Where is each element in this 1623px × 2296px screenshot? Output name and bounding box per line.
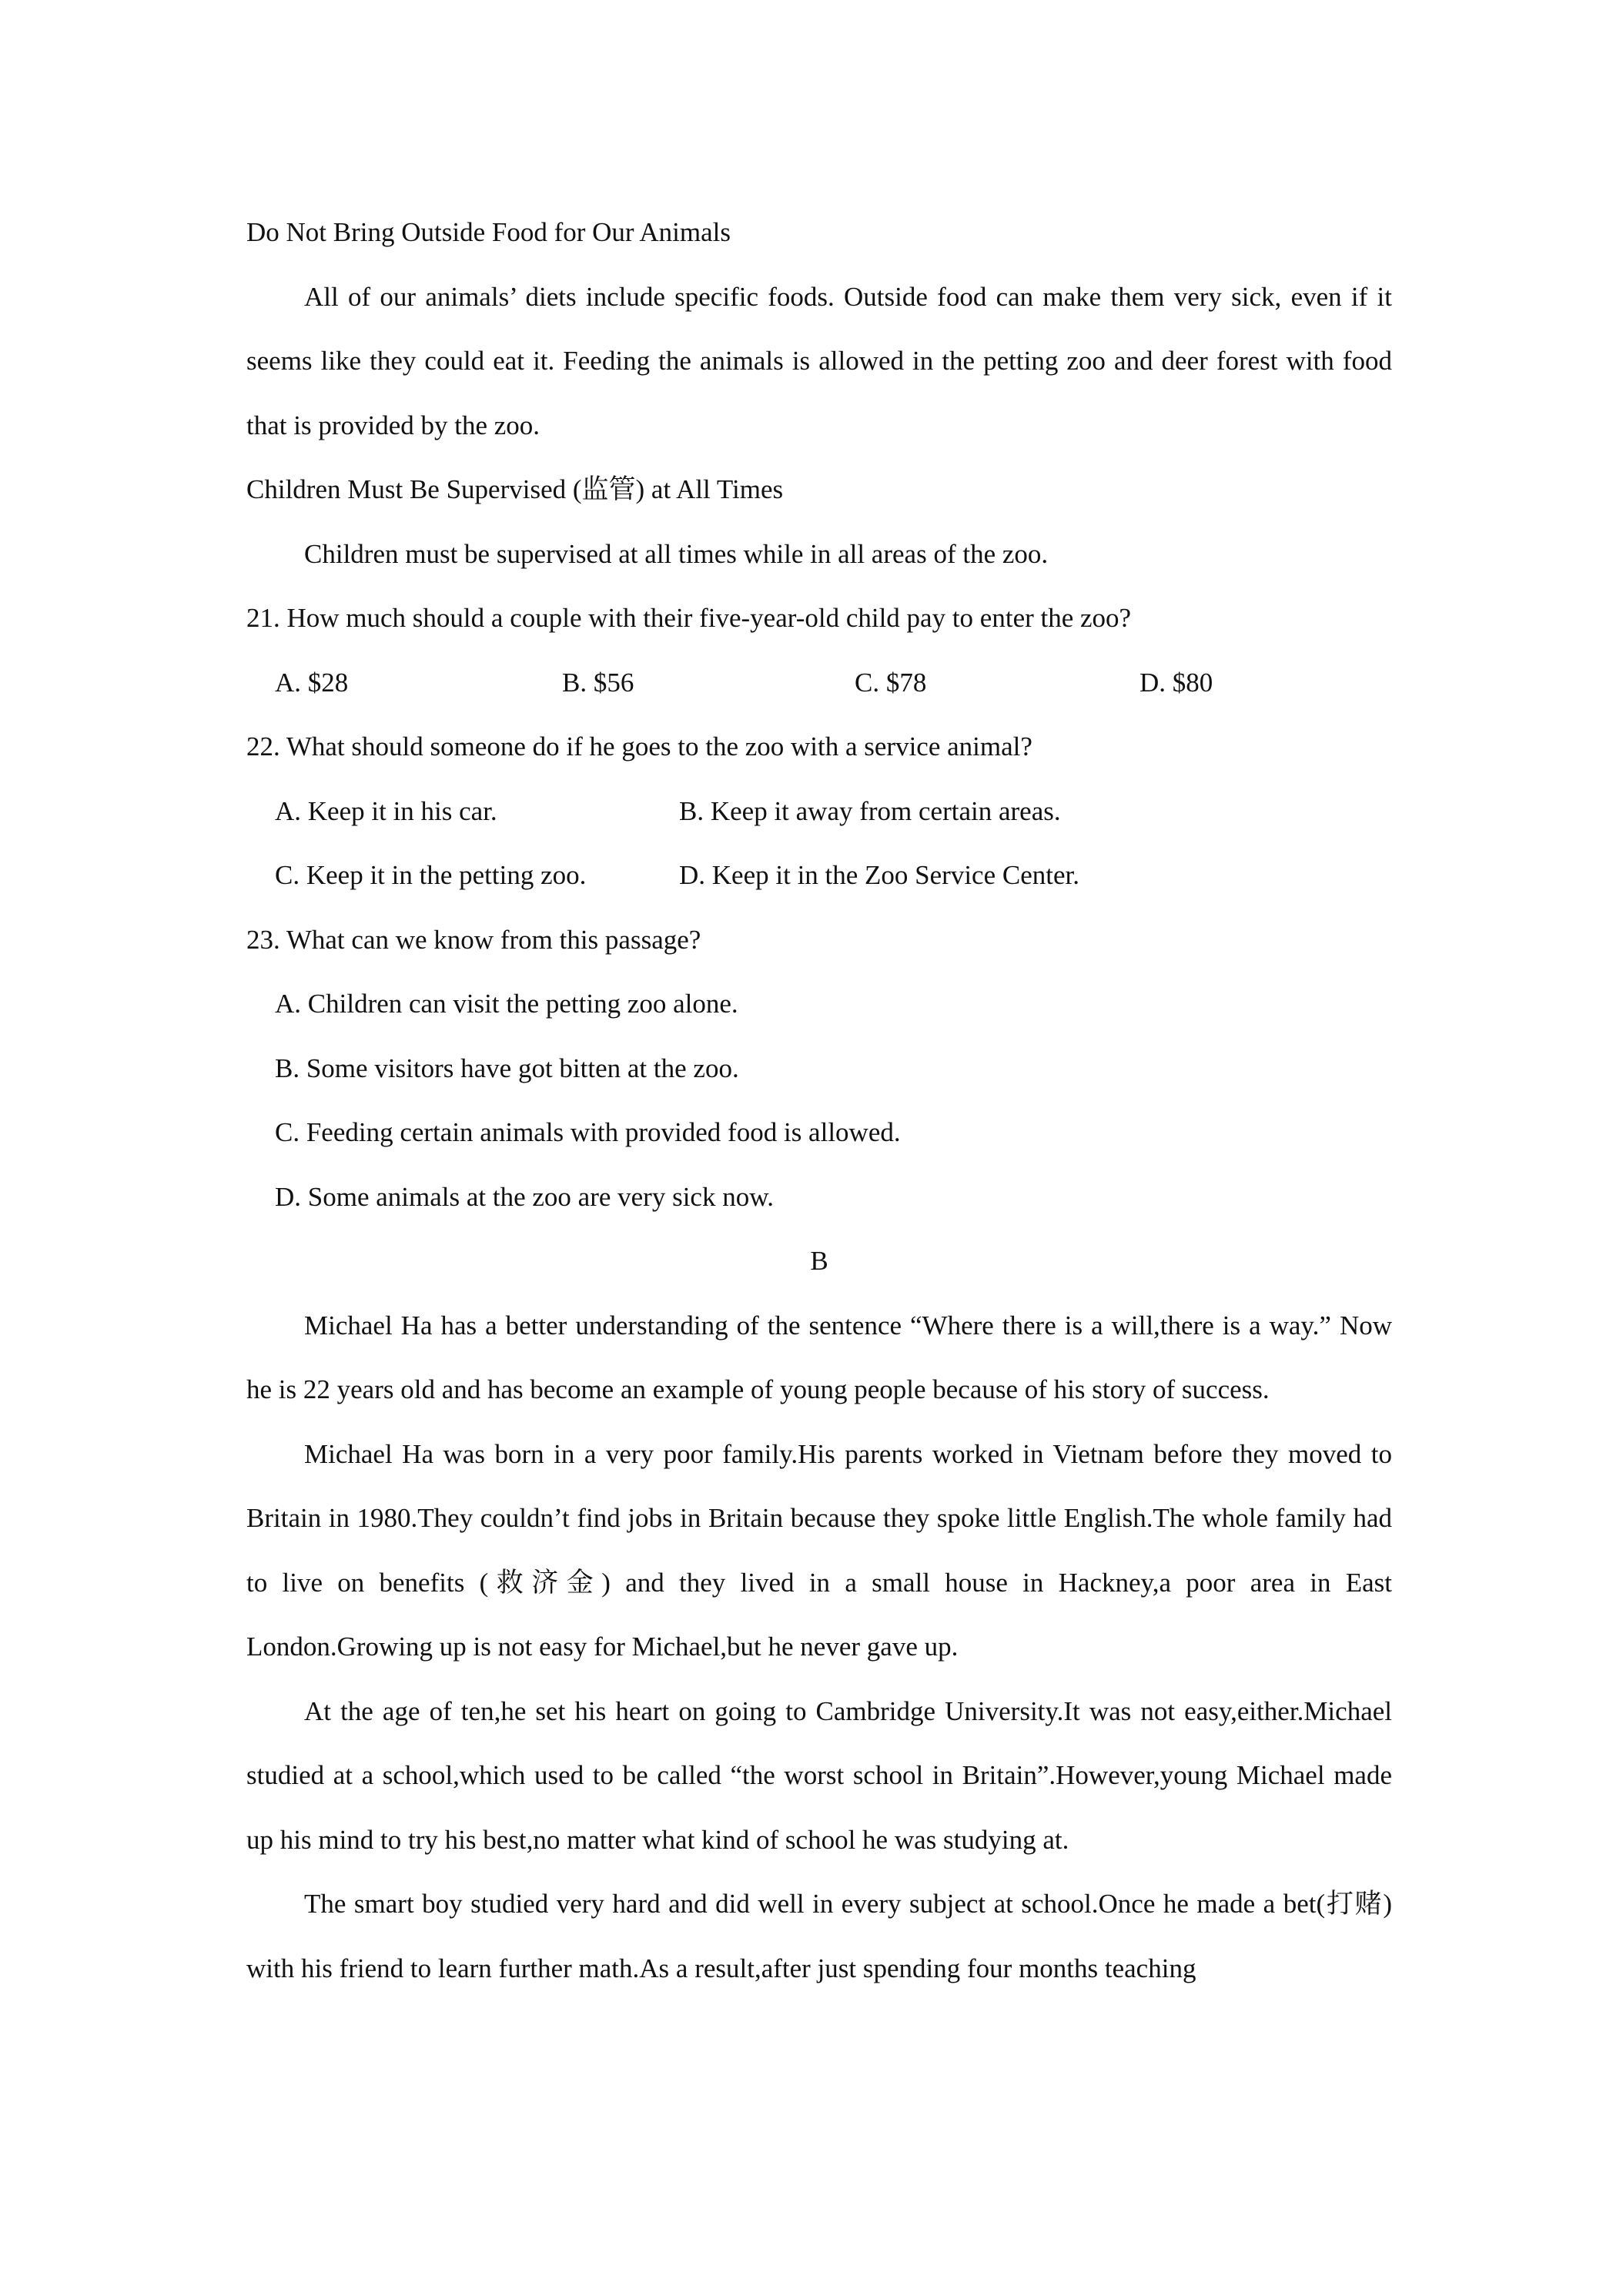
notice-heading-outside-food: Do Not Bring Outside Food for Our Animals xyxy=(246,217,731,247)
section-b-letter: B xyxy=(810,1246,828,1276)
option-21-d: D. $80 xyxy=(1139,667,1213,698)
option-21-b: B. $56 xyxy=(562,667,634,698)
notice-text-children-supervised: Children must be supervised at all times while in all areas of the zoo. xyxy=(304,538,1049,569)
option-23-d: D. Some animals at the zoo are very sick now. xyxy=(275,1181,774,1212)
question-23-stem: 23. What can we know from this passage? xyxy=(246,924,701,955)
passage-b-paragraph: Michael Ha was born in a very poor family.His parents worked in Vietnam before they moved to Britain in 1980.They couldn’t find jobs in Britain because they spoke little English.The whole family had to live on benefits (救济金) and they lived in a small house in Hackney,a poor area in East London.Growing up is not easy for Michael,but he never gave up. xyxy=(246,1438,1392,1662)
option-22-c: C. Keep it in the petting zoo. xyxy=(275,860,587,890)
passage-b-paragraph: Michael Ha has a better understanding of the sentence “Where there is a will,there is a way.” Now he is 22 years old and has become an example of young people because of his story of success. xyxy=(246,1310,1392,1404)
document-page xyxy=(246,200,1392,2000)
option-21-a: A. $28 xyxy=(275,667,349,698)
question-22-options-row-2 xyxy=(246,843,1392,908)
question-21-options xyxy=(246,651,1392,715)
option-22-a: A. Keep it in his car. xyxy=(275,795,497,826)
notice-text-outside-food: All of our animals’ diets include specific foods. Outside food can make them very sick, even if it seems like they could eat it. Feeding the animals is allowed in the petting zoo and deer forest with food that is provided by the zoo. xyxy=(246,281,1392,440)
option-22-d: D. Keep it in the Zoo Service Center. xyxy=(679,860,1079,890)
question-21-stem: 21. How much should a couple with their five-year-old child pay to enter the zoo? xyxy=(246,603,1132,633)
passage-b-paragraph: The smart boy studied very hard and did well in every subject at school.Once he made a bet(打赌) with his friend to learn further math.As a result,after just spending four months teaching xyxy=(246,1889,1392,1983)
question-22-options-row-1 xyxy=(246,779,1392,844)
option-23-b: B. Some visitors have got bitten at the zoo. xyxy=(275,1053,739,1083)
passage-b-paragraph: At the age of ten,he set his heart on going to Cambridge University.It was not easy,either.Michael studied at a school,which used to be called “the worst school in Britain”.However,young Michael made up his mind to try his best,no matter what kind of school he was studying at. xyxy=(246,1695,1392,1855)
question-22-stem: 22. What should someone do if he goes to the zoo with a service animal? xyxy=(246,731,1032,761)
option-22-b: B. Keep it away from certain areas. xyxy=(679,795,1061,826)
option-23-a: A. Children can visit the petting zoo alone. xyxy=(275,989,738,1019)
option-23-c: C. Feeding certain animals with provided food is allowed. xyxy=(275,1117,901,1147)
notice-heading-children-supervised: Children Must Be Supervised (监管) at All Times xyxy=(246,474,784,504)
option-21-c: C. $78 xyxy=(855,667,927,698)
